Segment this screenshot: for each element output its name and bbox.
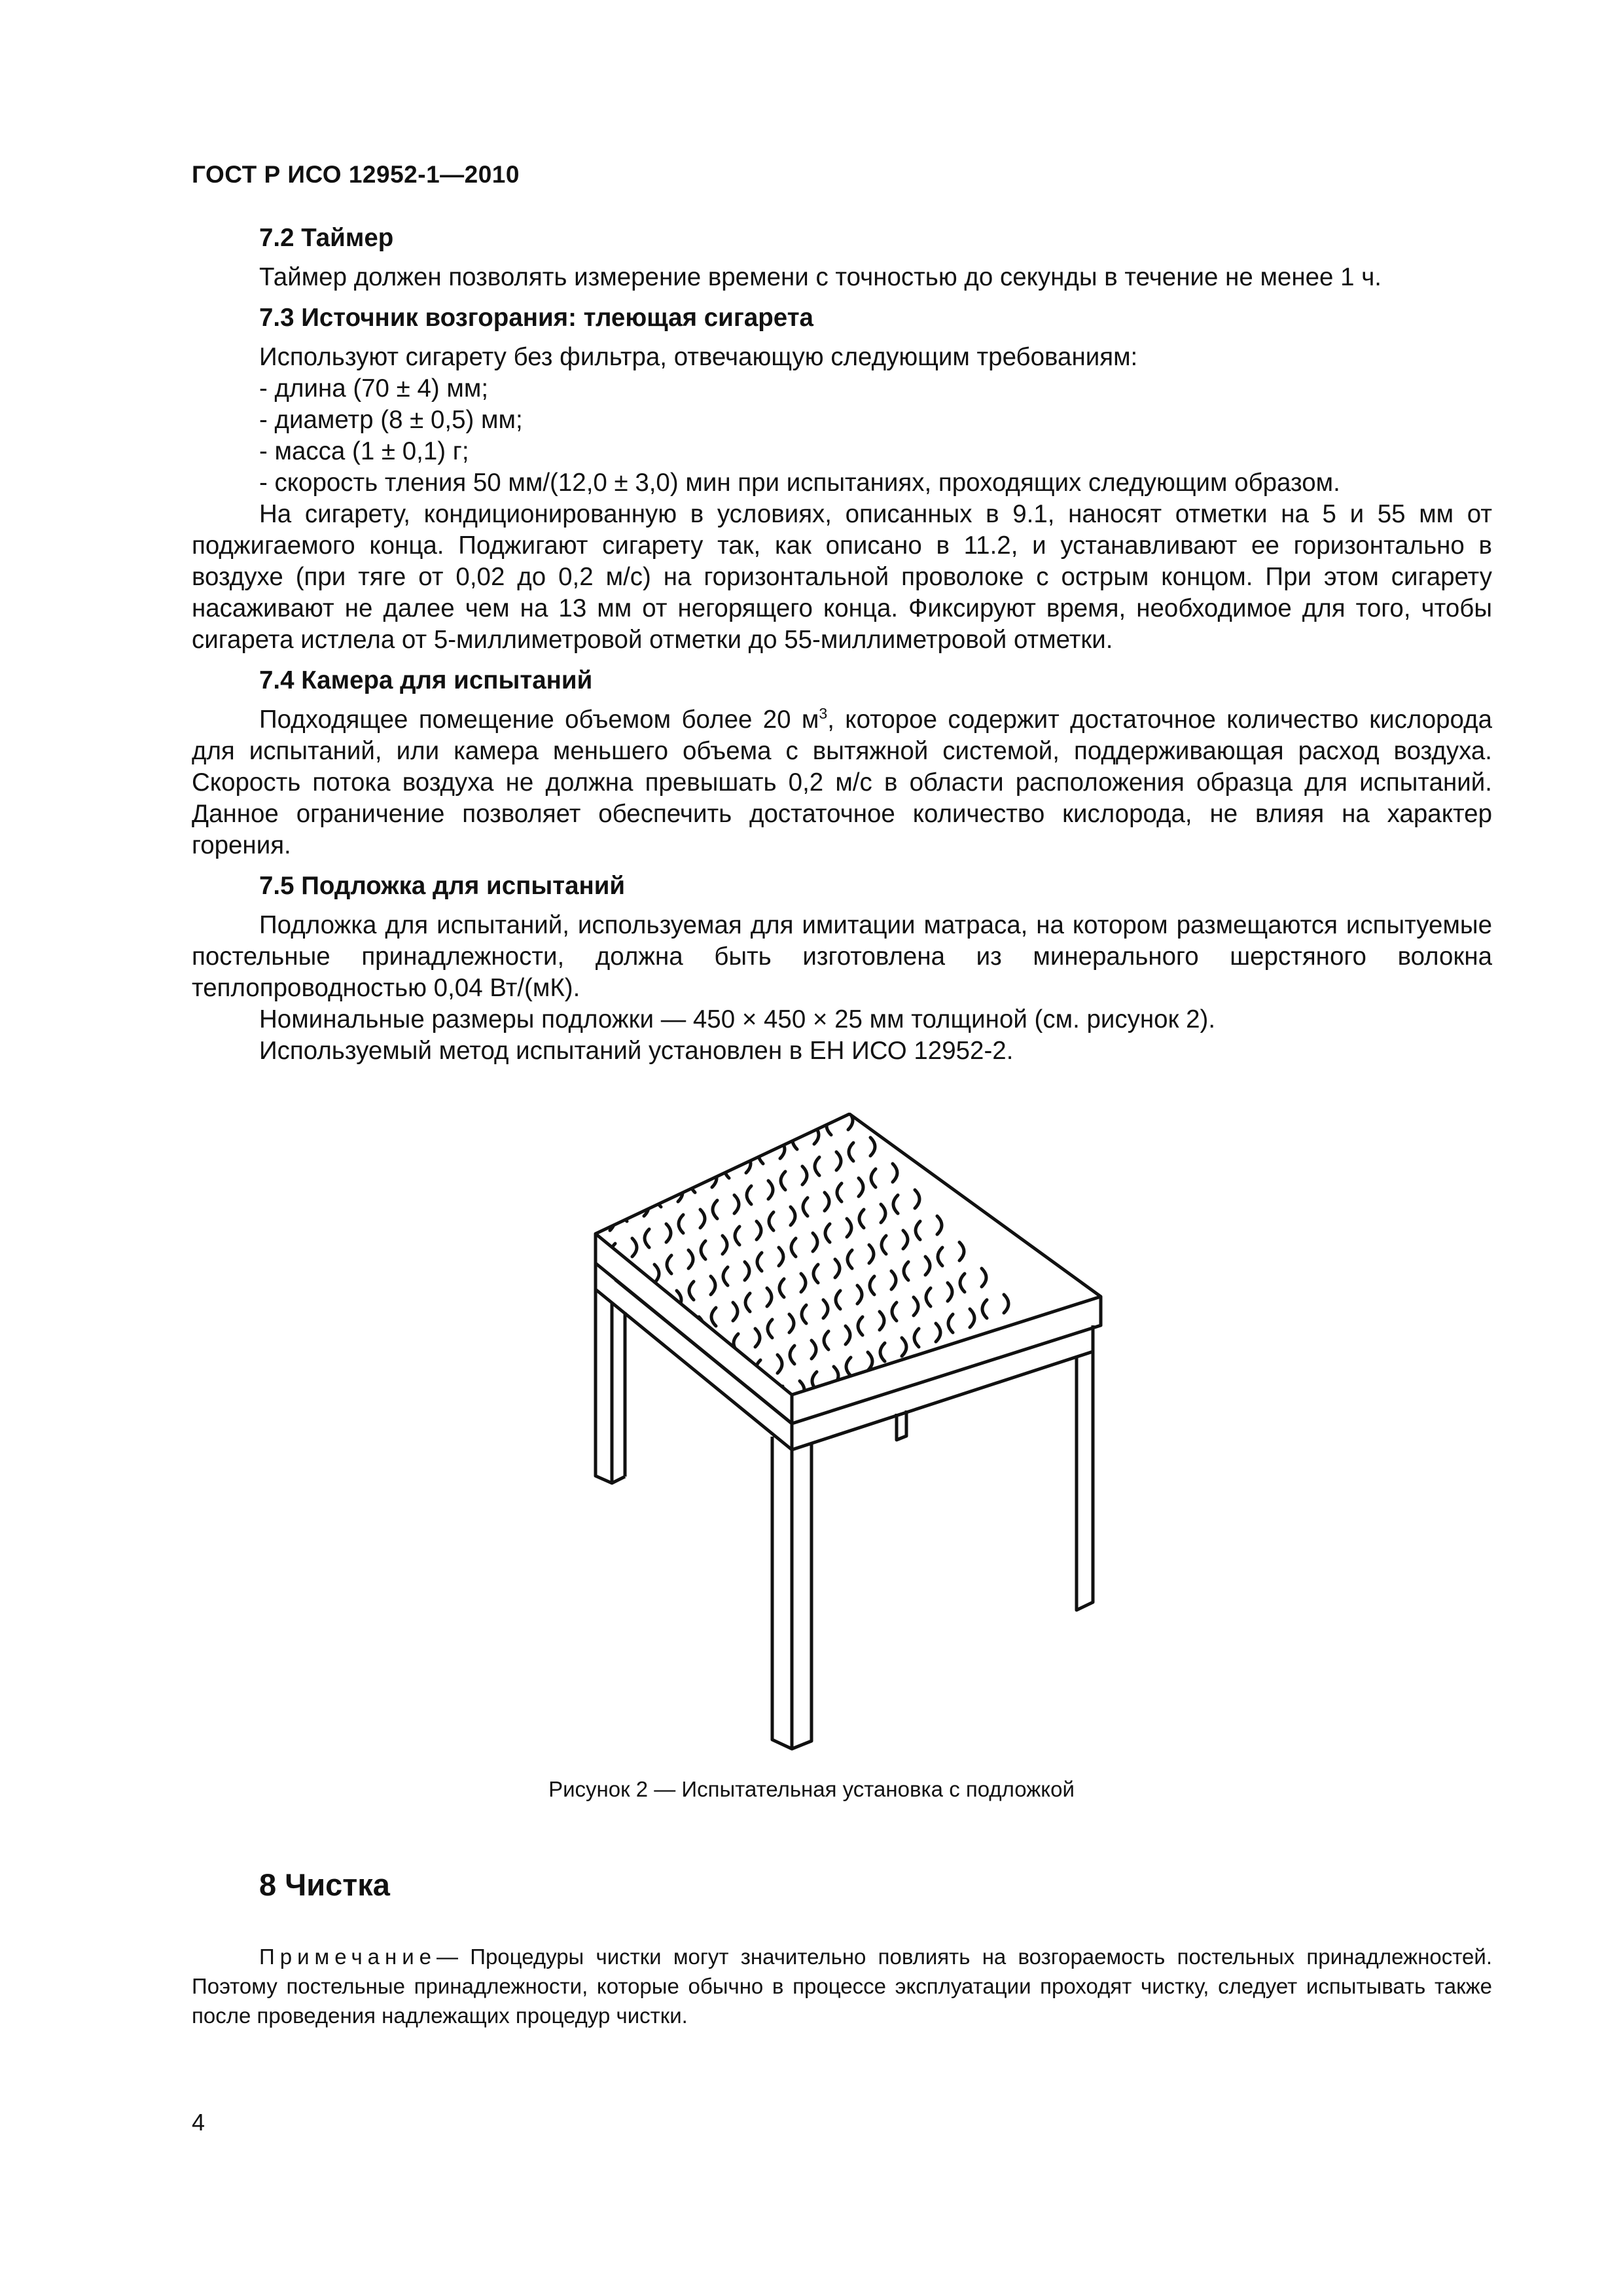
note-text: — Процедуры чистки могут значительно повлиять на возгораемость постельных принадлежностей. Поэтому постельные принадлежности, которые обычно в процессе эксплуатации проходят чистку, следует испытывать также после проведения надлежащих процедур чистки. [192, 1945, 1492, 2028]
section-7-5-text: Подложка для испытаний, используемая для имитации матраса, на котором размещаются испытуемые постельные принадлежности, должна быть изготовлена из минерального шерстяного волокна теплопроводностью 0,04 Вт/(мК). [192, 911, 1492, 1002]
section-7-4-text: Подходящее помещение объемом более 20 $м^3$, которое содержит достаточное количество кислорода для испытаний, или камера меньшего объема с вытяжной системой, поддерживающая расход воздуха. Скорость потока воздуха не должна превышать 0,2 м/с в области расположения образца для испытаний. Данное ограничение позволяет обеспечить достаточное количество кислорода, не влияя на характер горения. [192, 705, 1492, 859]
section-7-3-procedure: На сигарету, кондиционированную в условиях, описанных в 9.1, наносят отметки на 5 и 55 мм от поджигаемого конца. Поджигают сигарету так, как описано в 11.2, и устанавливают ее горизонтально в воздухе (при тяге от 0,02 до 0,2 м/с) на горизонтальной проволоке с острым концом. При этом сигарету насаживают не далее чем на 13 мм от негорящего конца. Фиксируют время, необходимое для того, чтобы сигарета истлела от 5-миллиметровой отметки до 55-миллиметровой отметки. [192, 500, 1492, 654]
section-7-5-dimensions: Номинальные размеры подложки — 450 × 450 × 25 мм толщиной (см. рисунок 2). [259, 1005, 1216, 1033]
page-number: 4 [192, 2109, 205, 2136]
section-7-2-heading: 7.2 Таймер [259, 224, 394, 252]
section-7-5-heading: 7.5 Подложка для испытаний [259, 872, 626, 900]
document-header: ГОСТ Р ИСО 12952-1—2010 [192, 161, 520, 188]
section-7-5-method: Используемый метод испытаний установлен в ЕН ИСО 12952-2. [259, 1037, 1014, 1065]
section-8-heading: 8 Чистка [259, 1867, 390, 1902]
test-stand-figure [576, 1113, 1132, 1754]
section-8-note [192, 1942, 1492, 2030]
section-7-2-text: Таймер должен позволять измерение времени с точностью до секунды в течение не менее 1 ч. [259, 263, 1382, 291]
section-7-4-heading: 7.4 Камера для испытаний [259, 666, 593, 694]
section-7-3-intro: Используют сигарету без фильтра, отвечающую следующим требованиям: [259, 343, 1138, 371]
requirement-item: - скорость тления 50 мм/(12,0 ± 3,0) мин при испытаниях, проходящих следующим образом. [259, 469, 1340, 497]
note-label: Примечание [259, 1945, 437, 1969]
requirement-item: - длина (70 ± 4) мм; [259, 374, 489, 403]
document-body [192, 223, 1492, 1067]
section-7-3-heading: 7.3 Источник возгорания: тлеющая сигарета [259, 304, 813, 332]
requirement-item: - масса (1 ± 0,1) г; [259, 437, 469, 465]
test-stand-drawing [576, 1113, 1132, 1754]
figure-caption: Рисунок 2 — Испытательная установка с подложкой [548, 1777, 1075, 1801]
requirement-item: - диаметр (8 ± 0,5) мм; [259, 406, 523, 434]
